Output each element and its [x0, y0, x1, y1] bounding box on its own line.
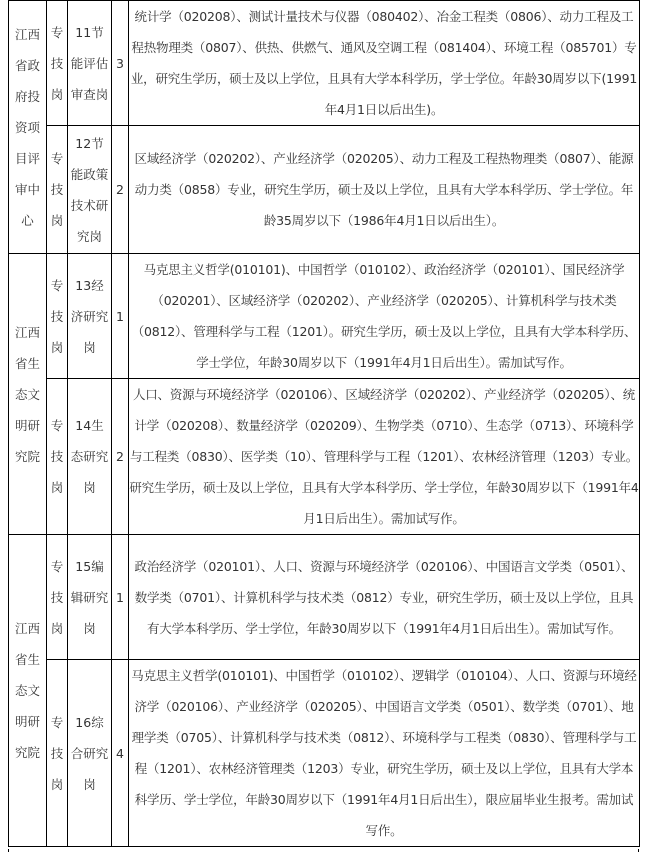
count-cell [112, 1, 129, 126]
post-name: 11节能评估审查岗 [70, 24, 109, 102]
category-cell [47, 254, 68, 379]
category-cell [47, 1, 68, 126]
requirement-text: 统计学（020208）、测试计量技术与仪器（080402）、冶金工程类（0806）、动力工程及工程热物理类（0807）、供热、供燃气、通风及空调工程（081404）、环境工程（085701）专业，研究生学历，硕士及以上学位，且具有大学本科学历，学士学位。年龄30周岁以下(1991年4月1日以后出生)。 [130, 9, 638, 117]
table-row [9, 660, 640, 847]
post-name: 12节能政策技术研究岗 [70, 135, 109, 244]
requirement-cell [129, 1, 640, 126]
category-label: 专技岗 [50, 277, 64, 355]
category-cell [47, 660, 68, 847]
category-cell [47, 379, 68, 535]
count-cell [112, 126, 129, 254]
count-cell [112, 254, 129, 379]
unit-cell [9, 254, 47, 535]
unit-cell [9, 1, 47, 254]
table-row [9, 126, 640, 254]
post-count: 4 [116, 745, 124, 761]
requirement-cell [129, 660, 640, 847]
requirement-cell [129, 379, 640, 535]
category-label: 专技岗 [50, 714, 64, 792]
post-count: 3 [116, 55, 124, 71]
unit-name: 江西省生态文明研究院 [14, 324, 40, 464]
post-name: 13经济研究岗 [70, 277, 109, 355]
post-cell [68, 1, 112, 126]
post-count: 1 [116, 308, 124, 324]
category-label: 专技岗 [50, 418, 64, 495]
category-cell [47, 535, 68, 660]
requirement-cell [129, 254, 640, 379]
count-cell [112, 535, 129, 660]
post-name: 14生态研究岗 [70, 418, 109, 495]
post-count: 1 [116, 589, 124, 605]
unit-name: 江西省生态文明研究院 [14, 621, 40, 760]
post-count: 2 [116, 449, 124, 464]
requirement-cell [129, 126, 640, 254]
requirement-cell [129, 535, 640, 660]
table-row [9, 379, 640, 535]
count-cell [112, 379, 129, 535]
count-cell [112, 660, 129, 847]
unit-cell [9, 535, 47, 847]
table-row [9, 254, 640, 379]
post-cell [68, 535, 112, 660]
post-cell [68, 126, 112, 254]
post-cell [68, 379, 112, 535]
table-row [9, 535, 640, 660]
category-label: 专技岗 [50, 558, 64, 636]
category-label: 专技岗 [50, 151, 64, 228]
category-label: 专技岗 [50, 24, 64, 102]
post-name: 15编辑研究岗 [70, 558, 109, 636]
recruitment-table [8, 0, 640, 847]
post-cell [68, 254, 112, 379]
requirement-text: 区域经济学（020202）、产业经济学（020205）、动力工程及工程热物理类（0807）、能源动力类（0858）专业，研究生学历，硕士及以上学位，且具有大学本科学历、学士学位。年龄35周岁以下（1986年4月1日以后出生）。 [134, 151, 634, 228]
requirement-text: 马克思主义哲学(010101)、中国哲学（010102）、政治经济学（020101）、国民经济学（020201）、区域经济学（020202）、产业经济学（020205）、计算机科学与技术类（0812）、管理科学与工程（1201）。研究生学历，硕士及以上学位，且具有大学本科学历、学士学位，年龄30周岁以下（1991年4月1日后出生）。需加试写作。 [131, 262, 637, 370]
post-count: 2 [116, 182, 124, 197]
table-row [9, 1, 640, 126]
requirement-text: 马克思主义哲学(010101)、中国哲学（010102）、逻辑学（010104）、人口、资源与环境经济学（020106）、产业经济学（020205）、中国语言文学类（0501）、数学类（0701）、地理学类（0705）、计算机科学与技术类（0812）、环境科学与工程类（0830）、管理科学与工程（1201）、农林经济管理类（1203）专业，研究生学历，硕士及以上学位，且具有大学本科学历、学士学位，年龄30周岁以下（1991年4月1日后出生），限应届毕业生报考。需加试写作。 [131, 668, 637, 838]
post-name: 16综合研究岗 [70, 714, 109, 792]
post-cell [68, 660, 112, 847]
requirement-text: 政治经济学（020101）、人口、资源与环境经济学（020106）、中国语言文学类（0501）、数学类（0701）、计算机科学与技术类（0812）专业，研究生学历，硕士及以上学位，且具有大学本科学历、学士学位，年龄30周岁以下（1991年4月1日后出生）。需加试写作。 [134, 558, 634, 636]
category-cell [47, 126, 68, 254]
unit-name: 江西省政府投资项目评审中心 [14, 26, 40, 228]
requirement-text: 人口、资源与环境经济学（020106）、区域经济学（020202）、产业经济学（020205）、统计学（020208）、数量经济学（020209）、生物学类（0710）、生态学（0713）、环境科学与工程类（0830）、医学类（10）、管理科学与工程（1201）、农林经济管理（1203）专业。研究生学历，硕士及以上学位，且具有大学本科学历、学士学位，年龄30周岁以下（1991年4月1日后出生）。需加试写作。 [129, 387, 639, 526]
